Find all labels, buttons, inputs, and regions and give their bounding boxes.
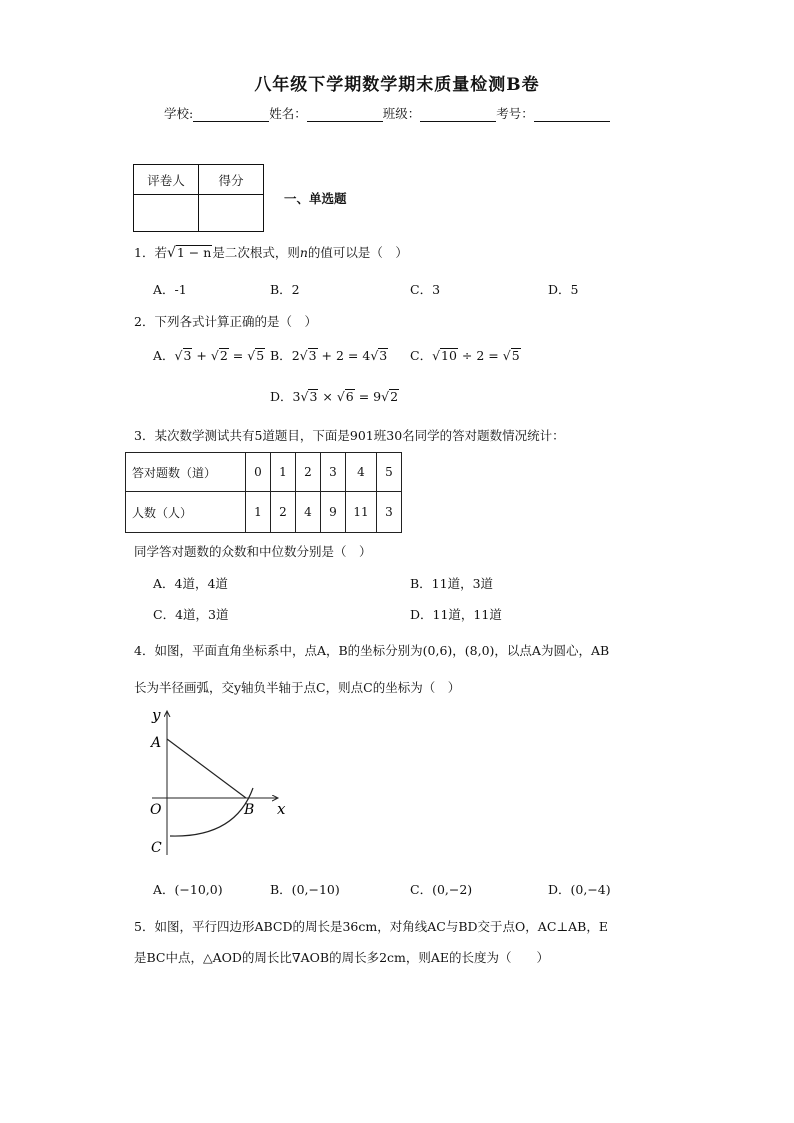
stat-table <box>125 452 402 533</box>
class-label: 班级： <box>382 106 421 121</box>
name-blank[interactable] <box>307 109 383 122</box>
score-header: 得分 <box>199 165 264 195</box>
radicand: 10 <box>441 348 457 363</box>
q1-number: 1．若 <box>134 245 167 260</box>
q3-option-c[interactable]: C．4道，3道 <box>153 607 229 622</box>
operator: ÷ 2 = <box>457 348 503 363</box>
table-row <box>126 492 402 533</box>
table-cell: 1 <box>271 453 296 492</box>
exam-no-blank[interactable] <box>534 109 610 122</box>
q1-tail: 的值可以是（ ） <box>307 245 408 260</box>
operator: + 2 = 4 <box>317 348 371 363</box>
label-y: y <box>152 706 161 724</box>
radicand: 3 <box>183 348 192 363</box>
q2-d-label: D． <box>270 389 293 404</box>
q3-option-b[interactable]: B．11道，3道 <box>410 576 494 591</box>
operator: = 9 <box>354 389 382 404</box>
q1-radicand: 1 − n <box>176 245 212 260</box>
radicand: 3 <box>379 348 388 363</box>
q3-option-d[interactable]: D．11道，11道 <box>410 607 502 622</box>
q4-option-a[interactable]: A．(−10,0) <box>153 882 223 897</box>
table-cell: 11 <box>346 492 377 533</box>
table-row <box>126 453 402 492</box>
sqrt-sign-icon: √ <box>174 348 183 363</box>
table-cell: 2 <box>296 453 321 492</box>
operator: × <box>318 389 337 404</box>
q1-option-b[interactable]: B．2 <box>270 282 300 297</box>
question-4-line2: 长为半径画弧，交y轴负半轴于点C，则点C的坐标为（ ） <box>134 680 461 695</box>
q4-option-d[interactable]: D．(0,−4) <box>548 882 611 897</box>
label-c: C <box>151 840 162 856</box>
operator: + <box>192 348 211 363</box>
radicand: 6 <box>345 389 354 404</box>
arc-cb <box>170 788 253 836</box>
label-x: x <box>277 800 286 818</box>
student-info-line <box>164 104 610 122</box>
q2-option-d[interactable] <box>270 387 399 405</box>
q1-option-a[interactable]: A．-1 <box>153 282 187 297</box>
class-blank[interactable] <box>420 109 496 122</box>
score-table <box>133 164 264 232</box>
question-5-line2: 是BC中点，△AOD的周长比∇AOB的周长多2cm，则AE的长度为（ ） <box>134 950 550 965</box>
segment-ab <box>167 739 246 798</box>
q2-option-c[interactable] <box>410 346 521 364</box>
radicand: 5 <box>256 348 265 363</box>
sqrt-sign-icon: √ <box>381 389 390 404</box>
q2-a-label: A． <box>153 348 175 363</box>
sqrt-sign-icon: √ <box>432 348 441 363</box>
q4-option-b[interactable]: B．(0,−10) <box>270 882 340 897</box>
q4-figure <box>140 703 300 863</box>
table-cell: 5 <box>377 453 402 492</box>
label-a: A <box>151 735 162 751</box>
page-title: 八年级下学期数学期末质量检测B卷 <box>254 75 540 95</box>
question-1 <box>134 243 408 261</box>
q1-option-c[interactable]: C．3 <box>410 282 441 297</box>
table-cell: 4 <box>296 492 321 533</box>
question-2: 2．下列各式计算正确的是（ ） <box>134 314 317 329</box>
school-label: 学校: <box>164 106 194 121</box>
grader-header: 评卷人 <box>134 165 199 195</box>
q2-c-label: C． <box>410 348 433 363</box>
q4-option-c[interactable]: C．(0,−2) <box>410 882 473 897</box>
label-b: B <box>244 802 255 818</box>
question-5-line1: 5．如图，平行四边形ABCD的周长是36cm，对角线AC与BD交于点O，AC⊥AB，E <box>134 919 608 934</box>
question-4-line1: 4．如图，平面直角坐标系中，点A，B的坐标分别为(0,6)，(8,0)，以点A为圆心，AB <box>134 643 610 658</box>
q3-question: 同学答对题数的众数和中位数分别是（ ） <box>134 544 372 559</box>
table-cell: 9 <box>321 492 346 533</box>
sqrt-sign-icon: √ <box>502 348 511 363</box>
table-cell: 0 <box>246 453 271 492</box>
q1-option-d[interactable]: D．5 <box>548 282 579 297</box>
table-cell: 1 <box>246 492 271 533</box>
coefficient: 2 <box>291 348 300 363</box>
radicand: 5 <box>511 348 520 363</box>
table-cell: 2 <box>271 492 296 533</box>
coefficient: 3 <box>292 389 301 404</box>
q1-var: n <box>299 245 308 260</box>
label-o: O <box>150 802 162 818</box>
q2-option-b[interactable] <box>270 346 388 364</box>
radicand: 3 <box>309 389 318 404</box>
table-cell: 3 <box>377 492 402 533</box>
name-label: 姓名： <box>269 106 307 121</box>
radicand: 3 <box>308 348 317 363</box>
sqrt-sign-icon: √ <box>247 348 256 363</box>
row1-label: 答对题数（道） <box>126 453 246 492</box>
sqrt-sign-icon: √ <box>210 348 219 363</box>
table-cell: 4 <box>346 453 377 492</box>
school-blank[interactable] <box>193 109 269 122</box>
sqrt-sign-icon: √ <box>336 389 345 404</box>
q1-text: 是二次根式，则 <box>212 245 300 260</box>
score-cell[interactable] <box>199 195 264 232</box>
table-cell: 3 <box>321 453 346 492</box>
radicand: 2 <box>390 389 399 404</box>
section-heading: 一、单选题 <box>284 191 347 206</box>
q2-b-label: B． <box>270 348 292 363</box>
radicand: 2 <box>219 348 228 363</box>
question-3: 3．某次数学测试共有5道题目，下面是901班30名同学的答对题数情况统计： <box>134 428 565 443</box>
row2-label: 人数（人） <box>126 492 246 533</box>
q3-option-a[interactable]: A．4道，4道 <box>153 576 228 591</box>
grader-cell[interactable] <box>134 195 199 232</box>
operator: = <box>228 348 248 363</box>
sqrt-sign-icon: √ <box>166 245 176 261</box>
q2-option-a[interactable] <box>153 346 265 364</box>
sqrt-sign-icon: √ <box>300 389 309 404</box>
exam-no-label: 考号： <box>496 106 534 121</box>
sqrt-sign-icon: √ <box>299 348 308 363</box>
sqrt-sign-icon: √ <box>370 348 379 363</box>
